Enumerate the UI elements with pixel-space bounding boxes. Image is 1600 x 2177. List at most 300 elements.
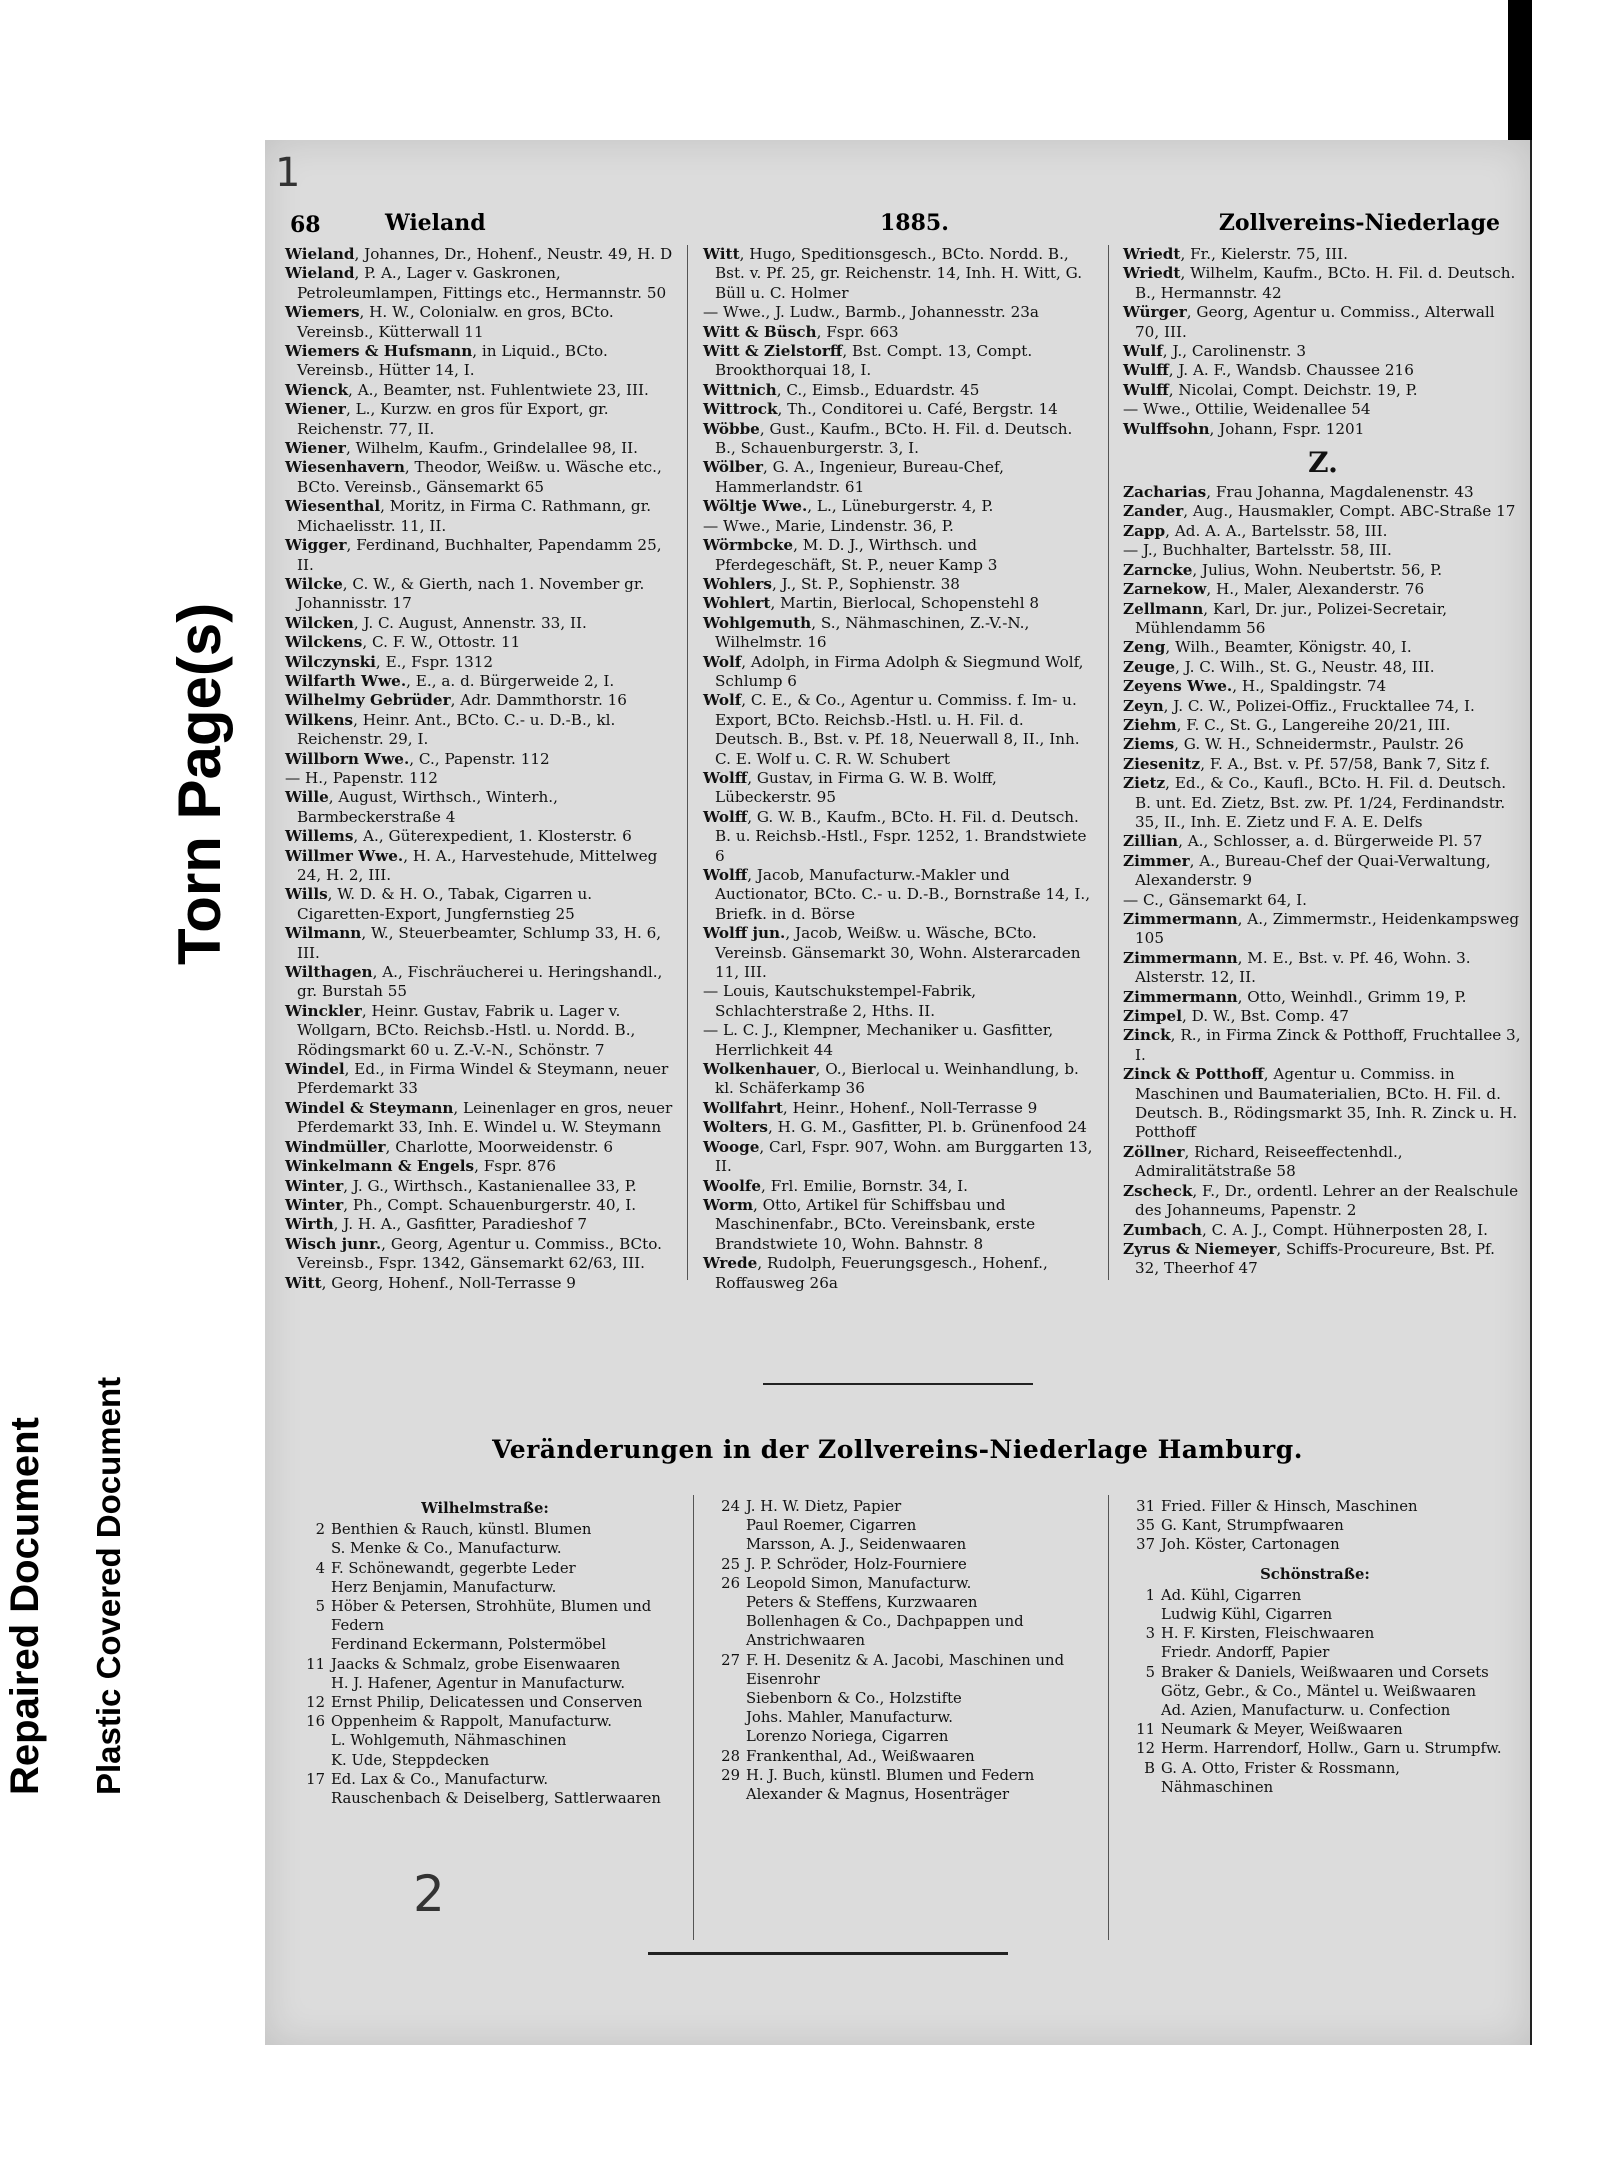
directory-entry: Wille, August, Wirthsch., Winterh., Barmbeckerstraße 4 [285,788,558,826]
top-right-black-bar [1508,0,1532,160]
directory-entry: Wiemers & Hufsmann, in Liquid., BCto. Vereinsb., Hütter 14, I. [285,342,608,380]
separator-rule [763,1383,1033,1385]
change-entry [1115,1682,1515,1701]
entry-name: Zietz [1123,774,1166,793]
directory-entry: Wöltje Wwe., L., Lüneburgerstr. 4, P. [703,497,994,516]
entry-name: Zscheck [1123,1181,1193,1200]
directory-entry: — Louis, Kautschukstempel-Fabrik, Schlachterstraße 2, Hths. II. [703,982,977,1020]
entry-name: Wittrock [703,400,778,419]
directory-entry: Wills, W. D. & H. O., Tabak, Cigarren u. Cigaretten-Export, Jungfernstieg 25 [285,885,593,923]
pen-mark-top: 1 [275,150,301,196]
entry-name: Zinck [1123,1026,1171,1045]
entry-name: Zimmermann [1123,987,1238,1006]
directory-entry: Wirth, J. H. A., Gasfitter, Paradieshof 7 [285,1215,588,1234]
house-number: 28 [721,1747,740,1765]
directory-entry: Wöbbe, Gust., Kaufm., BCto. H. Fil. d. Deutsch. B., Schauenburgerstr. 3, I. [703,419,1073,458]
directory-entry: Zyrus & Niemeyer, Schiffs-Procureure, Bst. Pf. 32, Theerhof 47 [1123,1239,1495,1278]
directory-entry: Wilkens, Heinr. Ant., BCto. C.- u. D.-B., kl. Reichenstr. 29, I. [285,710,616,749]
entry-name: Wohlert [703,594,771,613]
entry-name: Wigger [285,536,347,555]
change-entry [1115,1605,1515,1624]
change-entry [1115,1739,1515,1758]
directory-entry: Wilcke, C. W., & Gierth, nach 1. November gr. Johannisstr. 17 [285,574,645,613]
entry-name: Wulf [1123,342,1163,361]
directory-entry: Willems, A., Güterexpedient, 1. Klosterstr. 6 [285,827,632,846]
left-keyword: Wieland [385,210,486,236]
firm-name: Frankenthal, Ad., Weißwaaren [746,1747,975,1765]
directory-entry: — L. C. J., Klempner, Mechaniker u. Gasfitter, Herrlichkeit 44 [703,1021,1054,1059]
entry-name: Zarncke [1123,560,1193,579]
directory-entry: Wilckens, C. F. W., Ottostr. 11 [285,633,521,652]
directory-entry: — H., Papenstr. 112 [285,768,438,787]
directory-entry: Wohlers, J., St. P., Sophienstr. 38 [703,574,960,593]
entry-name: Zacharias [1123,483,1207,502]
entry-name: Wilckens [285,633,363,652]
firm-name: Leopold Simon, Manufacturw. [746,1574,972,1592]
entry-name: Ziesenitz [1123,754,1201,773]
entry-name: Woolfe [703,1176,762,1195]
house-number: 25 [721,1555,740,1573]
directory-entry: Wolf, C. E., & Co., Agentur u. Commiss. f. Im- u. Export, BCto. Reichsb.-Hstl. u. H. Fil. d. Deutsch. B., Bst. v. Pf. 18, Neuerwall 8, II., Inh. C. E. Wolf u. C. R. W. Schubert [703,691,1080,768]
house-number [700,1785,746,1804]
entry-name: Wolff jun. [703,924,786,943]
house-number: 17 [306,1770,325,1788]
directory-entry: Wohlgemuth, S., Nähmaschinen, Z.-V.-N., Wilhelmstr. 16 [703,613,1030,652]
firm-name: Ferdinand Eckermann, Polstermöbel [331,1636,607,1654]
firm-name: F. Schönewandt, gegerbte Leder [331,1559,576,1577]
directory-entry: Wörmbcke, M. D. J., Wirthsch. und Pferdegeschäft, St. P., neuer Kamp 3 [703,536,998,574]
entry-name: Wulff [1123,361,1169,380]
firm-name: Neumark & Meyer, Weißwaaren [1161,1721,1403,1739]
firm-name: F. H. Desenitz & A. Jacobi, Maschinen und Eisenrohr [746,1651,1065,1688]
entry-name: Zimpel [1123,1007,1182,1026]
change-entry [1115,1720,1515,1739]
entry-name: Wiener [285,400,346,419]
house-number: 5 [1145,1663,1155,1681]
changes-list-3a [1115,1497,1515,1555]
house-number [1115,1701,1161,1720]
entry-name: Würger [1123,303,1187,322]
house-number: 24 [721,1498,740,1515]
firm-name: Herz Benjamin, Manufacturw. [331,1578,557,1596]
directory-entry: Zillian, A., Schlosser, a. d. Bürgerweide Pl. 57 [1123,832,1483,851]
scanned-page [265,140,1532,2045]
changes-column-1 [285,1497,685,1808]
column-middle [703,245,1096,1293]
change-entry [285,1520,685,1539]
entry-name: Winkelmann & Engels [285,1157,475,1176]
directory-entry: Wölber, G. A., Ingenieur, Bureau-Chef, Hammerlandstr. 61 [703,458,1004,496]
column-divider [1108,245,1109,1280]
change-entry [700,1555,1100,1574]
directory-entry: Zarncke, Julius, Wohn. Neubertstr. 56, P. [1123,560,1443,579]
entry-name: Ziems [1123,735,1175,754]
entry-name: Wilthagen [285,963,373,982]
house-number: 1 [1145,1586,1155,1604]
entry-name: Wittnich [703,380,777,399]
directory-entry: Wooge, Carl, Fspr. 907, Wohn. am Burggarten 13, II. [703,1137,1093,1176]
house-number: 2 [315,1521,325,1539]
entry-name: Zander [1123,502,1184,521]
directory-entry: Ziems, G. W. H., Schneidermstr., Paulstr. 26 [1123,735,1464,754]
change-entry [1115,1497,1515,1516]
entry-name: Wrede [703,1254,758,1273]
changes-column-2 [700,1497,1100,1804]
firm-name: Oppenheim & Rappolt, Manufacturw. [331,1713,613,1731]
firm-name: Rauschenbach & Deiselberg, Sattlerwaaren [331,1790,661,1808]
entry-name: Wollfahrt [703,1098,783,1117]
directory-entry: Wulff, J. A. F., Wandsb. Chaussee 216 [1123,361,1414,380]
column-divider [687,245,688,1280]
directory-entry: Willborn Wwe., C., Papenstr. 112 [285,749,550,768]
directory-entry: Wohlert, Martin, Bierlocal, Schopenstehl 8 [703,594,1040,613]
entry-name: Wolters [703,1118,768,1137]
directory-entry: Zimmermann, M. E., Bst. v. Pf. 46, Wohn. 3. Alsterstr. 12, II. [1123,948,1471,987]
house-number: 16 [306,1713,325,1731]
entry-name: Wöltje Wwe. [703,497,808,516]
directory-entry: Wolters, H. G. M., Gasfitter, Pl. b. Grünenfood 24 [703,1118,1087,1137]
entry-name: Wolff [703,768,748,787]
firm-name: Benthien & Rauch, künstl. Blumen [331,1521,592,1539]
firm-name: L. Wohlgemuth, Nähmaschinen [331,1732,567,1750]
house-number: 12 [306,1694,325,1712]
firm-name: Alexander & Magnus, Hosenträger [746,1786,1010,1804]
entry-name: Wilczynski [285,652,376,671]
change-entry [285,1578,685,1597]
directory-entry: Winckler, Heinr. Gustav, Fabrik u. Lager v. Wollgarn, BCto. Reichsb.-Hstl. u. Nordd. B., Rödingsmarkt 60 u. Z.-V.-N., Schönstr. 7 [285,1001,636,1059]
directory-entry: Windmüller, Charlotte, Moorweidenstr. 6 [285,1137,614,1156]
change-entry [700,1708,1100,1727]
change-entry [700,1651,1100,1689]
house-number: 3 [1145,1625,1155,1643]
column-right [1123,245,1523,1279]
directory-entry: Zapp, Ad. A. A., Bartelsstr. 58, III. [1123,521,1388,540]
directory-entry: Wigger, Ferdinand, Buchhalter, Papendamm 25, II. [285,536,662,574]
house-number [700,1535,746,1554]
directory-entry: Zumbach, C. A. J., Compt. Hühnerposten 28, I. [1123,1220,1489,1239]
entry-name: Wirth [285,1215,334,1234]
directory-entry: Winter, Ph., Compt. Schauenburgerstr. 40, I. [285,1195,637,1214]
directory-entry: Zietz, Ed., & Co., Kaufl., BCto. H. Fil. d. Deutsch. B. unt. Ed. Zietz, Bst. zw. Pf. 1/24, Ferdinandstr. 35, II., Inh. E. Zietz und F. A. E. Delfs [1123,774,1507,831]
directory-entry: Wittrock, Th., Conditorei u. Café, Bergstr. 14 [703,400,1058,419]
firm-name: Marsson, A. J., Seidenwaaren [746,1536,967,1554]
directory-entry: Winter, J. G., Wirthsch., Kastanienallee 33, P. [285,1176,637,1195]
house-number [285,1578,331,1597]
change-entry [700,1497,1100,1516]
directory-entry: — Wwe., Marie, Lindenstr. 36, P. [703,516,954,535]
repaired-document-label: Repaired Document [3,1417,47,1795]
change-entry [285,1731,685,1750]
entry-name: Wiesenthal [285,497,381,516]
changes-column-3 [1115,1497,1515,1797]
directory-entry: Woolfe, Frl. Emilie, Bornstr. 34, I. [703,1176,969,1195]
changes-list-3b [1115,1586,1515,1797]
directory-entry: Zarnekow, H., Maler, Alexanderstr. 76 [1123,580,1425,599]
directory-entry: Zeyn, J. C. W., Polizei-Offiz., Frucktallee 74, I. [1123,696,1475,715]
firm-name: G. Kant, Strumpfwaaren [1161,1517,1344,1535]
entry-name: Wienck [285,380,349,399]
firm-name: Ernst Philip, Delicatessen und Conserven [331,1694,643,1712]
entry-name: Zapp [1123,521,1166,540]
entry-name: Wilkens [285,710,354,729]
change-entry [1115,1663,1515,1682]
entry-name: Wieland [285,264,355,283]
entry-name: Zinck & Potthoff [1123,1065,1264,1084]
directory-entry: Witt & Büsch, Fspr. 663 [703,322,899,341]
directory-entry: — J., Buchhalter, Bartelsstr. 58, III. [1123,541,1392,560]
directory-entry: Wollfahrt, Heinr., Hohenf., Noll-Terrasse 9 [703,1098,1038,1117]
firm-name: Braker & Daniels, Weißwaaren und Corsets [1161,1663,1489,1681]
house-number: 4 [315,1559,325,1577]
entry-name: Wilcken [285,613,354,632]
directory-entry: Winkelmann & Engels, Fspr. 876 [285,1157,557,1176]
right-list-a [1123,245,1523,439]
change-entry [285,1770,685,1789]
directory-entry: Witt, Georg, Hohenf., Noll-Terrasse 9 [285,1273,576,1292]
entry-name: Wriedt [1123,264,1181,283]
entry-name: Wölber [703,458,763,477]
firm-name: Ad. Azien, Manufacturw. u. Confection [1161,1702,1451,1720]
change-entry [700,1766,1100,1785]
house-number: 27 [721,1651,740,1669]
house-number [700,1727,746,1746]
firm-name: Friedr. Andorff, Papier [1161,1644,1330,1662]
directory-entry: Zinck, R., in Firma Zinck & Potthoff, Fruchtallee 3, I. [1123,1026,1521,1064]
directory-entry: — Wwe., Ottilie, Weidenallee 54 [1123,400,1371,419]
entry-name: Zumbach [1123,1220,1202,1239]
firm-name: Ad. Kühl, Cigarren [1161,1586,1302,1604]
change-entry [285,1597,685,1635]
entry-name: Wolf [703,691,742,710]
entry-name: Willmer Wwe. [285,846,404,865]
page-number: 68 [290,212,321,238]
directory-entry: Wilcken, J. C. August, Annenstr. 33, II. [285,613,587,632]
directory-entry: Wulff, Nicolai, Compt. Deichstr. 19, P. [1123,380,1418,399]
entry-name: Wilhelmy Gebrüder [285,691,451,710]
entry-name: Windel [285,1060,345,1079]
page-header [290,210,1500,246]
entry-name: Wiemers [285,303,360,322]
entry-name: Zillian [1123,832,1179,851]
directory-entry: Zimpel, D. W., Bst. Comp. 47 [1123,1007,1349,1026]
house-number [700,1516,746,1535]
house-number: B [1144,1759,1155,1777]
entry-name: Zyrus & Niemeyer [1123,1239,1277,1258]
torn-pages-label: Torn Page(s) [166,602,233,965]
house-number: 35 [1136,1517,1155,1535]
entry-name: Zöllner [1123,1142,1185,1161]
entry-name: Zimmermann [1123,910,1238,928]
changes-list-1 [285,1520,685,1808]
entry-name: Willems [285,827,354,846]
directory-entry: Wiemers, H. W., Colonialw. en gros, BCto. Vereinsb., Kütterwall 11 [285,303,614,341]
house-number [285,1731,331,1750]
column-divider [693,1495,694,1940]
directory-entry: Wilmann, W., Steuerbeamter, Schlump 33, H. 6, III. [285,924,662,962]
directory-entry: Zscheck, F., Dr., ordentl. Lehrer an der Realschule des Johanneums, Papenstr. 2 [1123,1181,1519,1220]
directory-entry: Wolf, Adolph, in Firma Adolph & Siegmund Wolf, Schlump 6 [703,652,1084,690]
firm-name: H. F. Kirsten, Fleischwaaren [1161,1625,1375,1643]
directory-entry: — Wwe., J. Ludw., Barmb., Johannesstr. 23a [703,303,1039,322]
directory-entry: Wisch junr., Georg, Agentur u. Commiss., BCto. Vereinsb., Fspr. 1342, Gänsemarkt 62/63, III. [285,1234,662,1273]
street-heading-wilhelmstrasse: Wilhelmstraße: [421,1500,549,1517]
end-rule [648,1952,1008,1955]
directory-entry: Wolff, Jacob, Manufacturw.-Makler und Auctionator, BCto. C.- u. D.-B., Bornstraße 14, I., Briefk. in d. Börse [703,866,1091,923]
house-number [700,1612,746,1650]
change-entry [700,1612,1100,1650]
change-entry [700,1689,1100,1708]
z-letter-heading: Z. [1308,446,1338,480]
entry-name: Worm [703,1195,754,1214]
change-entry [1115,1624,1515,1643]
firm-name: H. J. Hafener, Agentur in Manufacturw. [331,1674,626,1692]
house-number: 26 [721,1574,740,1592]
firm-name: Lorenzo Noriega, Cigarren [746,1728,949,1746]
entry-name: Windel & Steymann [285,1098,454,1117]
column-divider [1108,1495,1109,1940]
change-entry [1115,1586,1515,1605]
change-entry [285,1559,685,1578]
house-number: 11 [1136,1721,1155,1739]
house-number [1115,1605,1161,1624]
entry-name: Zimmermann [1123,948,1238,967]
firm-name: J. P. Schröder, Holz-Fourniere [746,1555,967,1573]
entry-name: Witt & Zielstorff [703,342,843,361]
house-number [700,1593,746,1612]
directory-entry: Windel, Ed., in Firma Windel & Steymann, neuer Pferdemarkt 33 [285,1060,669,1098]
entry-name: Wörmbcke [703,536,794,555]
house-number: 31 [1136,1498,1155,1515]
directory-entry: Witt & Zielstorff, Bst. Compt. 13, Compt. Brookthorquai 18, I. [703,342,1033,380]
directory-entry: Wilfarth Wwe., E., a. d. Bürgerweide 2, I. [285,671,615,690]
house-number: 5 [315,1598,325,1616]
entry-name: Zeyn [1123,696,1164,715]
change-entry [1115,1516,1515,1535]
entry-name: Wohlers [703,574,772,593]
directory-entry: Wienck, A., Beamter, nst. Fuhlentwiete 23, III. [285,380,649,399]
street-heading-schoenstrasse: Schönstraße: [1260,1565,1370,1583]
entry-name: Wulffsohn [1123,419,1210,438]
directory-entry: Zacharias, Frau Johanna, Magdalenenstr. 43 [1123,483,1474,502]
change-entry [700,1593,1100,1612]
entry-name: Zimmer [1123,851,1190,870]
directory-entry: Worm, Otto, Artikel für Schiffsbau und Maschinenfabr., BCto. Vereinsbank, erste Brandstwiete 10, Wohn. Bahnstr. 8 [703,1195,1036,1253]
change-entry [285,1712,685,1731]
directory-entry: Wolkenhauer, O., Bierlocal u. Weinhandlung, b. kl. Schäferkamp 36 [703,1060,1079,1098]
firm-name: J. H. W. Dietz, Papier [746,1498,902,1515]
directory-entry: Ziesenitz, F. A., Bst. v. Pf. 57/58, Bank 7, Sitz f. [1123,754,1491,773]
directory-entry: Zimmermann, A., Zimmermstr., Heidenkampsweg 105 [1123,910,1520,948]
entry-name: Wiener [285,439,346,458]
change-entry [1115,1759,1515,1797]
house-number [285,1789,331,1808]
change-entry [700,1747,1100,1766]
entry-name: Windmüller [285,1137,386,1156]
directory-entry: Wiesenhavern, Theodor, Weißw. u. Wäsche etc., BCto. Vereinsb., Gänsemarkt 65 [285,458,662,496]
directory-entry: Zöllner, Richard, Reiseeffectenhdl., Admiralitätstraße 58 [1123,1142,1403,1181]
house-number [285,1539,331,1558]
directory-entry: Wulffsohn, Johann, Fspr. 1201 [1123,419,1365,438]
entry-name: Witt [285,1273,322,1292]
directory-entry: Wittnich, C., Eimsb., Eduardstr. 45 [703,380,980,399]
directory-entry: Wilhelmy Gebrüder, Adr. Dammthorstr. 16 [285,691,627,710]
directory-entry: Wiesenthal, Moritz, in Firma C. Rathmann, gr. Michaelisstr. 11, II. [285,497,652,535]
directory-entry: Wieland, Johannes, Dr., Hohenf., Neustr. 49, H. D [285,245,673,263]
house-number: 29 [721,1766,740,1784]
directory-entry: Wieland, P. A., Lager v. Gaskronen, Petroleumlampen, Fittings etc., Hermannstr. 50 [285,264,667,302]
directory-entry: Wolff, G. W. B., Kaufm., BCto. H. Fil. d. Deutsch. B. u. Reichsb.-Hstl., Fspr. 1252, 1. Brandstwiete 6 [703,807,1087,865]
directory-entry: Würger, Georg, Agentur u. Commiss., Alterwall 70, III. [1123,303,1495,341]
change-entry [285,1674,685,1693]
directory-entry: Wolff jun., Jacob, Weißw. u. Wäsche, BCto. Vereinsb. Gänsemarkt 30, Wohn. Alsterarcaden 11, III. [703,924,1081,982]
firm-name: Fried. Filler & Hinsch, Maschinen [1161,1498,1418,1515]
directory-entry: Zinck & Potthoff, Agentur u. Commiss. in Maschinen und Baumaterialien, BCto. H. Fil. d. Deutsch. B., Rödingsmarkt 35, Inh. R. Zinck u. H. Potthoff [1123,1065,1518,1142]
house-number [700,1689,746,1708]
firm-name: Höber & Petersen, Strohhüte, Blumen und Federn [331,1598,652,1635]
entry-name: Winter [285,1176,344,1195]
directory-entry: Wrede, Rudolph, Feuerungsgesch., Hohenf., Roffausweg 26a [703,1254,1048,1292]
changes-title: Veränderungen in der Zollvereins-Niederlage Hamburg. [492,1435,1303,1464]
entry-name: Zeyens Wwe. [1123,677,1233,696]
house-number [285,1751,331,1770]
house-number [1115,1643,1161,1662]
change-entry [1115,1643,1515,1662]
change-entry [700,1727,1100,1746]
entry-name: Wolff [703,866,748,884]
change-entry [700,1535,1100,1554]
entry-name: Wisch junr. [285,1234,382,1253]
directory-entry: Willmer Wwe., H. A., Harvestehude, Mittelweg 24, H. 2, III. [285,846,658,884]
pen-mark-bottom: 2 [413,1865,445,1923]
firm-name: S. Menke & Co., Manufacturw. [331,1540,562,1558]
change-entry [285,1751,685,1770]
directory-entry: Wiener, Wilhelm, Kaufm., Grindelallee 98, II. [285,439,639,458]
firm-name: Ludwig Kühl, Cigarren [1161,1606,1333,1624]
directory-entry: Zeyens Wwe., H., Spaldingstr. 74 [1123,677,1387,696]
directory-entry: Windel & Steymann, Leinenlager en gros, neuer Pferdemarkt 33, Inh. E. Windel u. W. Steymann [285,1098,673,1137]
entry-name: Wolf [703,652,742,671]
house-number [1115,1682,1161,1701]
year: 1885. [880,210,949,236]
directory-entry: Zimmermann, Otto, Weinhdl., Grimm 19, P. [1123,987,1467,1006]
firm-name: Siebenborn & Co., Holzstifte [746,1690,962,1708]
entry-name: Zarnekow [1123,580,1207,599]
column-left [285,245,675,1293]
entry-name: Wolkenhauer [703,1060,816,1079]
entry-name: Wilfarth Wwe. [285,671,407,690]
house-number [285,1635,331,1654]
changes-list-2 [700,1497,1100,1804]
house-number: 11 [306,1655,325,1673]
entry-name: Wiesenhavern [285,458,405,477]
firm-name: K. Ude, Steppdecken [331,1751,490,1769]
directory-entry: Wolff, Gustav, in Firma G. W. B. Wolff, Lübeckerstr. 95 [703,768,997,807]
firm-name: Paul Roemer, Cigarren [746,1517,917,1535]
entry-name: Witt [703,245,740,263]
change-entry [700,1574,1100,1593]
directory-entry: Wriedt, Fr., Kielerstr. 75, III. [1123,245,1348,263]
entry-name: Wiemers & Hufsmann [285,342,473,361]
entry-name: Wilmann [285,924,362,943]
entry-name: Winckler [285,1001,362,1020]
entry-name: Wulff [1123,380,1169,399]
directory-entry: Zeng, Wilh., Beamter, Königstr. 40, I. [1123,638,1412,657]
change-entry [285,1789,685,1808]
house-number [285,1674,331,1693]
entry-name: Zellmann [1123,599,1204,618]
house-number: 12 [1136,1740,1155,1758]
entry-name: Zeuge [1123,657,1176,676]
